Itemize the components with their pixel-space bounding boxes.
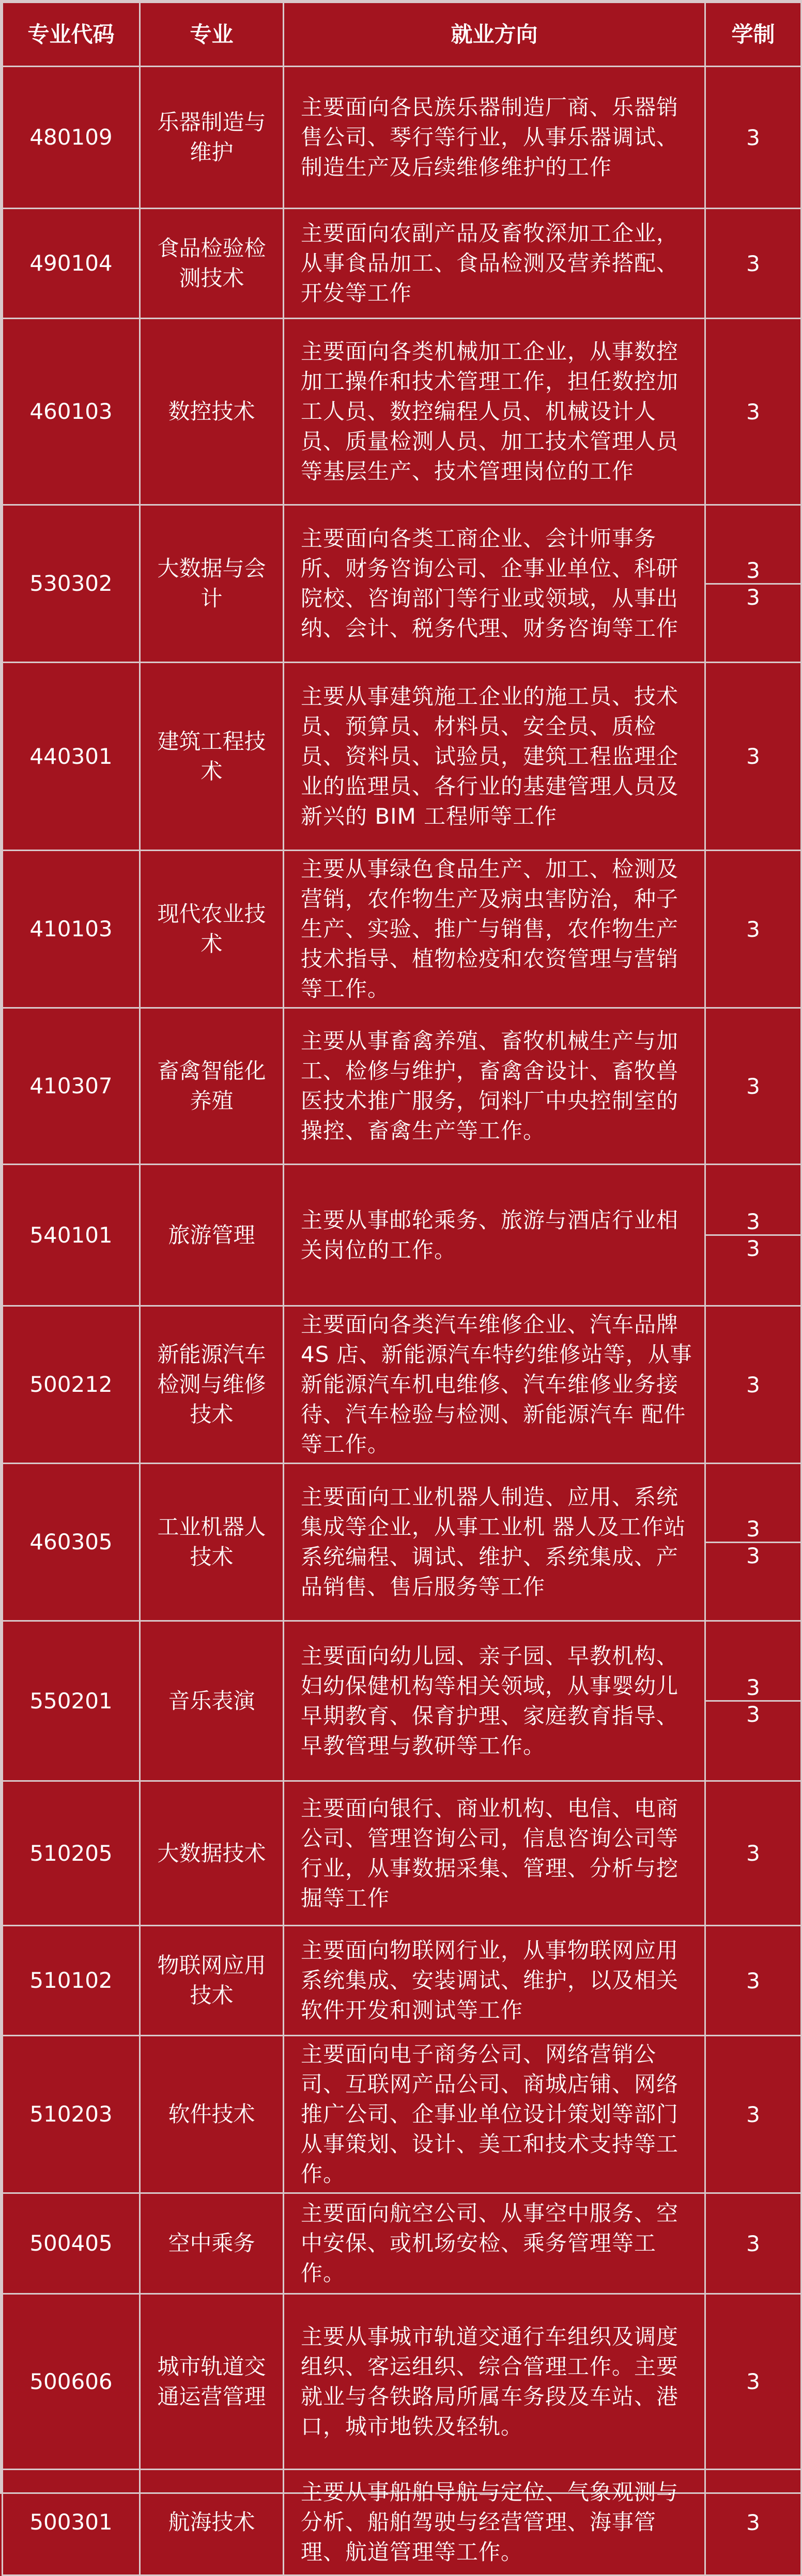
major-name: 工业机器人技术 xyxy=(140,1464,284,1621)
study-years-group xyxy=(706,917,800,942)
major-name: 乐器制造与维护 xyxy=(140,67,284,209)
table-row xyxy=(3,67,801,209)
study-years: 3 xyxy=(746,1372,760,1397)
study-years-group xyxy=(706,1074,800,1099)
study-years-group xyxy=(706,744,800,769)
major-code: 500606 xyxy=(3,2294,140,2470)
employment-direction: 主要从事城市轨道交通行车组织及调度组织、客运组织、综合管理工作。主要就业与各铁路局所属车务段及车站、港口，城市地铁及轻轨。 xyxy=(284,2294,705,2470)
study-years-cell xyxy=(705,1464,801,1621)
table-row xyxy=(3,319,801,505)
study-years: 3 xyxy=(746,744,760,769)
table-row xyxy=(3,851,801,1008)
study-years: 3 xyxy=(746,557,760,583)
employment-direction: 主要面向航空公司、从事空中服务、空中安保、或机场安检、乘务管理等工作。 xyxy=(284,2193,705,2294)
study-years-group xyxy=(706,1841,800,1866)
major-name: 数控技术 xyxy=(140,319,284,505)
table-row xyxy=(3,663,801,851)
study-years-cell xyxy=(705,319,801,505)
employment-direction: 主要面向农副产品及畜牧深加工企业，从事食品加工、食品检测及营养搭配、开发等工作 xyxy=(284,209,705,319)
study-years-cell xyxy=(705,2036,801,2193)
employment-direction: 主要面向电子商务公司、网络营销公司、互联网产品公司、商城店铺、网络推广公司、企事业单位设计策划等部门从事策划、设计、美工和技术支持等工作。 xyxy=(284,2036,705,2193)
major-code: 440301 xyxy=(3,663,140,851)
major-code: 460305 xyxy=(3,1464,140,1621)
table-row xyxy=(3,1008,801,1165)
study-years-cell xyxy=(705,1165,801,1306)
employment-direction: 主要从事畜禽养殖、畜牧机械生产与加工、检修与维护，畜禽舍设计、畜牧兽医技术推广服务，饲料厂中央控制室的操控、畜禽生产等工作。 xyxy=(284,1008,705,1165)
study-years-cell xyxy=(705,67,801,209)
major-code: 500405 xyxy=(3,2193,140,2294)
header-row xyxy=(3,3,801,67)
table-row xyxy=(3,2470,801,2575)
study-years: 3 xyxy=(746,124,760,150)
major-name: 食品检验检测技术 xyxy=(140,209,284,319)
study-years: 3 xyxy=(746,2509,760,2535)
major-code: 540101 xyxy=(3,1165,140,1306)
majors-table xyxy=(2,2,802,2576)
study-years-cell xyxy=(705,851,801,1008)
table-body xyxy=(3,67,801,2575)
table-row xyxy=(3,1464,801,1621)
employment-direction: 主要面向各类汽车维修企业、汽车品牌 4S 店、新能源汽车特约维修站等，从事新能源汽车机电维修、汽车维修业务接待、汽车检验与检测、新能源汽车 配件等工作。 xyxy=(284,1306,705,1464)
study-years-cell xyxy=(705,2470,801,2575)
study-years-cell xyxy=(705,2193,801,2294)
major-code: 550201 xyxy=(3,1621,140,1781)
major-name: 现代农业技术 xyxy=(140,851,284,1008)
study-years: 3 xyxy=(746,1968,760,1993)
header-years: 学制 xyxy=(705,3,801,67)
table-row xyxy=(3,505,801,663)
major-code: 480109 xyxy=(3,67,140,209)
employment-direction: 主要面向物联网行业，从事物联网应用系统集成、安装调试、维护，以及相关软件开发和测试等工作 xyxy=(284,1926,705,2036)
header-major: 专业 xyxy=(140,3,284,67)
table-row xyxy=(3,1621,801,1781)
study-years-group xyxy=(706,1372,800,1397)
employment-direction: 主要从事船舶导航与定位、气象观测与分析、船舶驾驶与经营管理、海事管理、航道管理等工作。 xyxy=(284,2470,705,2575)
employment-direction: 主要面向各类机械加工企业，从事数控加工操作和技术管理工作，担任数控加工人员、数控编程人员、机械设计人员、质量检测人员、加工技术管理人员等基层生产、技术管理岗位的工作 xyxy=(284,319,705,505)
study-years: 3 xyxy=(746,250,760,276)
table-row xyxy=(3,2036,801,2193)
employment-direction: 主要面向工业机器人制造、应用、系统集成等企业，从事工业机 器人及工作站系统编程、调试、维护、系统集成、产品销售、售后服务等工作 xyxy=(284,1464,705,1621)
table-row xyxy=(3,1306,801,1464)
study-years: 3 xyxy=(746,1073,760,1099)
study-years-cell xyxy=(705,209,801,319)
study-years-group xyxy=(706,1516,800,1568)
major-name: 音乐表演 xyxy=(140,1621,284,1781)
study-years-group xyxy=(706,125,800,150)
table-row xyxy=(3,2294,801,2470)
study-years-group xyxy=(706,251,800,276)
employment-direction: 主要面向银行、商业机构、电信、电商公司、管理咨询公司，信息咨询公司等行业，从事数据采集、管理、分析与挖掘等工作 xyxy=(284,1781,705,1926)
study-years-cell xyxy=(705,1621,801,1781)
major-code: 410103 xyxy=(3,851,140,1008)
major-code: 500301 xyxy=(3,2470,140,2575)
major-code: 460103 xyxy=(3,319,140,505)
study-years: 3 xyxy=(746,2369,760,2394)
major-code: 500212 xyxy=(3,1306,140,1464)
table-row xyxy=(3,209,801,319)
study-years: 3 xyxy=(746,1841,760,1866)
employment-direction: 主要从事建筑施工企业的施工员、技术员、预算员、材料员、安全员、质检员、资料员、试验员，建筑工程监理企业的监理员、各行业的基建管理人员及新兴的 BIM 工程师等工作 xyxy=(284,663,705,851)
study-years-cell xyxy=(705,1926,801,2036)
study-years: 3 xyxy=(746,1209,760,1234)
major-code: 510205 xyxy=(3,1781,140,1926)
study-years: 3 xyxy=(746,916,760,942)
study-years-group xyxy=(706,2231,800,2256)
major-name: 大数据技术 xyxy=(140,1781,284,1926)
major-code: 490104 xyxy=(3,209,140,319)
study-years-cell xyxy=(705,663,801,851)
major-name: 畜禽智能化养殖 xyxy=(140,1008,284,1165)
header-code: 专业代码 xyxy=(3,3,140,67)
table-row xyxy=(3,1165,801,1306)
study-years-group xyxy=(706,558,800,610)
study-years: 3 xyxy=(746,2101,760,2127)
study-years: 3 xyxy=(706,1542,800,1568)
employment-direction: 主要面向幼儿园、亲子园、早教机构、妇幼保健机构等相关领域，从事婴幼儿早期教育、保育护理、家庭教育指导、早教管理与教研等工作。 xyxy=(284,1621,705,1781)
major-code: 510102 xyxy=(3,1926,140,2036)
major-name: 大数据与会计 xyxy=(140,505,284,663)
study-years: 3 xyxy=(746,1675,760,1700)
study-years-group xyxy=(706,2510,800,2535)
major-code: 530302 xyxy=(3,505,140,663)
study-years: 3 xyxy=(706,583,800,610)
study-years: 3 xyxy=(706,1234,800,1261)
major-name: 航海技术 xyxy=(140,2470,284,2575)
major-name: 建筑工程技术 xyxy=(140,663,284,851)
major-name: 城市轨道交通运营管理 xyxy=(140,2294,284,2470)
study-years: 3 xyxy=(746,399,760,425)
table-row xyxy=(3,1926,801,2036)
major-name: 新能源汽车检测与维修技术 xyxy=(140,1306,284,1464)
study-years-cell xyxy=(705,1781,801,1926)
major-name: 旅游管理 xyxy=(140,1165,284,1306)
study-years: 3 xyxy=(746,2231,760,2256)
major-name: 软件技术 xyxy=(140,2036,284,2193)
employment-direction: 主要面向各民族乐器制造厂商、乐器销售公司、琴行等行业，从事乐器调试、制造生产及后续维修维护的工作 xyxy=(284,67,705,209)
employment-direction: 主要从事邮轮乘务、旅游与酒店行业相关岗位的工作。 xyxy=(284,1165,705,1306)
study-years-cell xyxy=(705,1306,801,1464)
study-years-cell xyxy=(705,1008,801,1165)
employment-direction: 主要从事绿色食品生产、加工、检测及营销，农作物生产及病虫害防治，种子生产、实验、推广与销售，农作物生产技术指导、植物检疫和农资管理与营销等工作。 xyxy=(284,851,705,1008)
table-row xyxy=(3,1781,801,1926)
study-years: 3 xyxy=(706,1700,800,1727)
study-years: 3 xyxy=(746,1516,760,1542)
study-years-cell xyxy=(705,505,801,663)
study-years-group xyxy=(706,2102,800,2127)
study-years-group xyxy=(706,1675,800,1727)
study-years-group xyxy=(706,2369,800,2394)
major-code: 410307 xyxy=(3,1008,140,1165)
major-name: 空中乘务 xyxy=(140,2193,284,2294)
study-years-group xyxy=(706,1968,800,1993)
major-name: 物联网应用技术 xyxy=(140,1926,284,2036)
study-years-group xyxy=(706,399,800,425)
study-years-cell xyxy=(705,2294,801,2470)
employment-direction: 主要面向各类工商企业、会计师事务所、财务咨询公司、企事业单位、科研院校、咨询部门等行业或领域，从事出纳、会计、税务代理、财务咨询等工作 xyxy=(284,505,705,663)
table-row xyxy=(3,2193,801,2294)
header-direction: 就业方向 xyxy=(284,3,705,67)
major-code: 510203 xyxy=(3,2036,140,2193)
study-years-group xyxy=(706,1209,800,1261)
